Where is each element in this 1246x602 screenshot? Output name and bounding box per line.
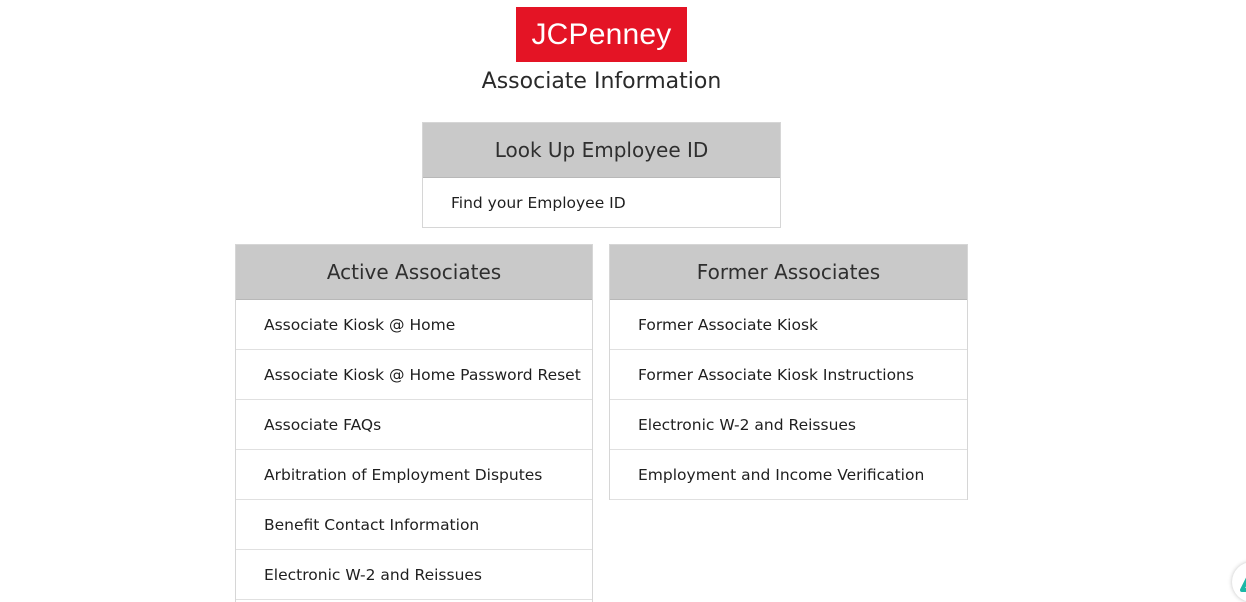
- active-panel-header: Active Associates: [236, 245, 592, 300]
- link-associate-kiosk-home[interactable]: Associate Kiosk @ Home: [236, 300, 592, 350]
- link-arbitration-disputes[interactable]: Arbitration of Employment Disputes: [236, 450, 592, 500]
- link-former-kiosk-instructions[interactable]: Former Associate Kiosk Instructions: [610, 350, 967, 400]
- former-panel-list: [610, 300, 967, 500]
- chat-widget-icon: [1236, 568, 1246, 596]
- link-former-associate-kiosk[interactable]: Former Associate Kiosk: [610, 300, 967, 350]
- link-former-electronic-w2[interactable]: Electronic W-2 and Reissues: [610, 400, 967, 450]
- lookup-employee-id-panel: [422, 122, 781, 228]
- link-employment-income-verification[interactable]: Employment and Income Verification: [610, 450, 967, 500]
- link-benefit-contact-info[interactable]: Benefit Contact Information: [236, 500, 592, 550]
- lookup-panel-list: [423, 178, 780, 227]
- lookup-panel-header: Look Up Employee ID: [423, 123, 780, 178]
- link-find-employee-id[interactable]: Find your Employee ID: [451, 193, 626, 212]
- jcpenney-logo[interactable]: JCPenney: [516, 7, 687, 62]
- help-chat-widget[interactable]: [1232, 562, 1246, 602]
- page-title: Associate Information: [481, 69, 722, 94]
- active-associates-panel: [235, 244, 593, 602]
- active-panel-list: [236, 300, 592, 600]
- former-associates-panel: [609, 244, 968, 500]
- link-active-electronic-w2[interactable]: Electronic W-2 and Reissues: [236, 550, 592, 600]
- link-associate-faqs[interactable]: Associate FAQs: [236, 400, 592, 450]
- link-kiosk-password-reset[interactable]: Associate Kiosk @ Home Password Reset: [236, 350, 592, 400]
- former-panel-header: Former Associates: [610, 245, 967, 300]
